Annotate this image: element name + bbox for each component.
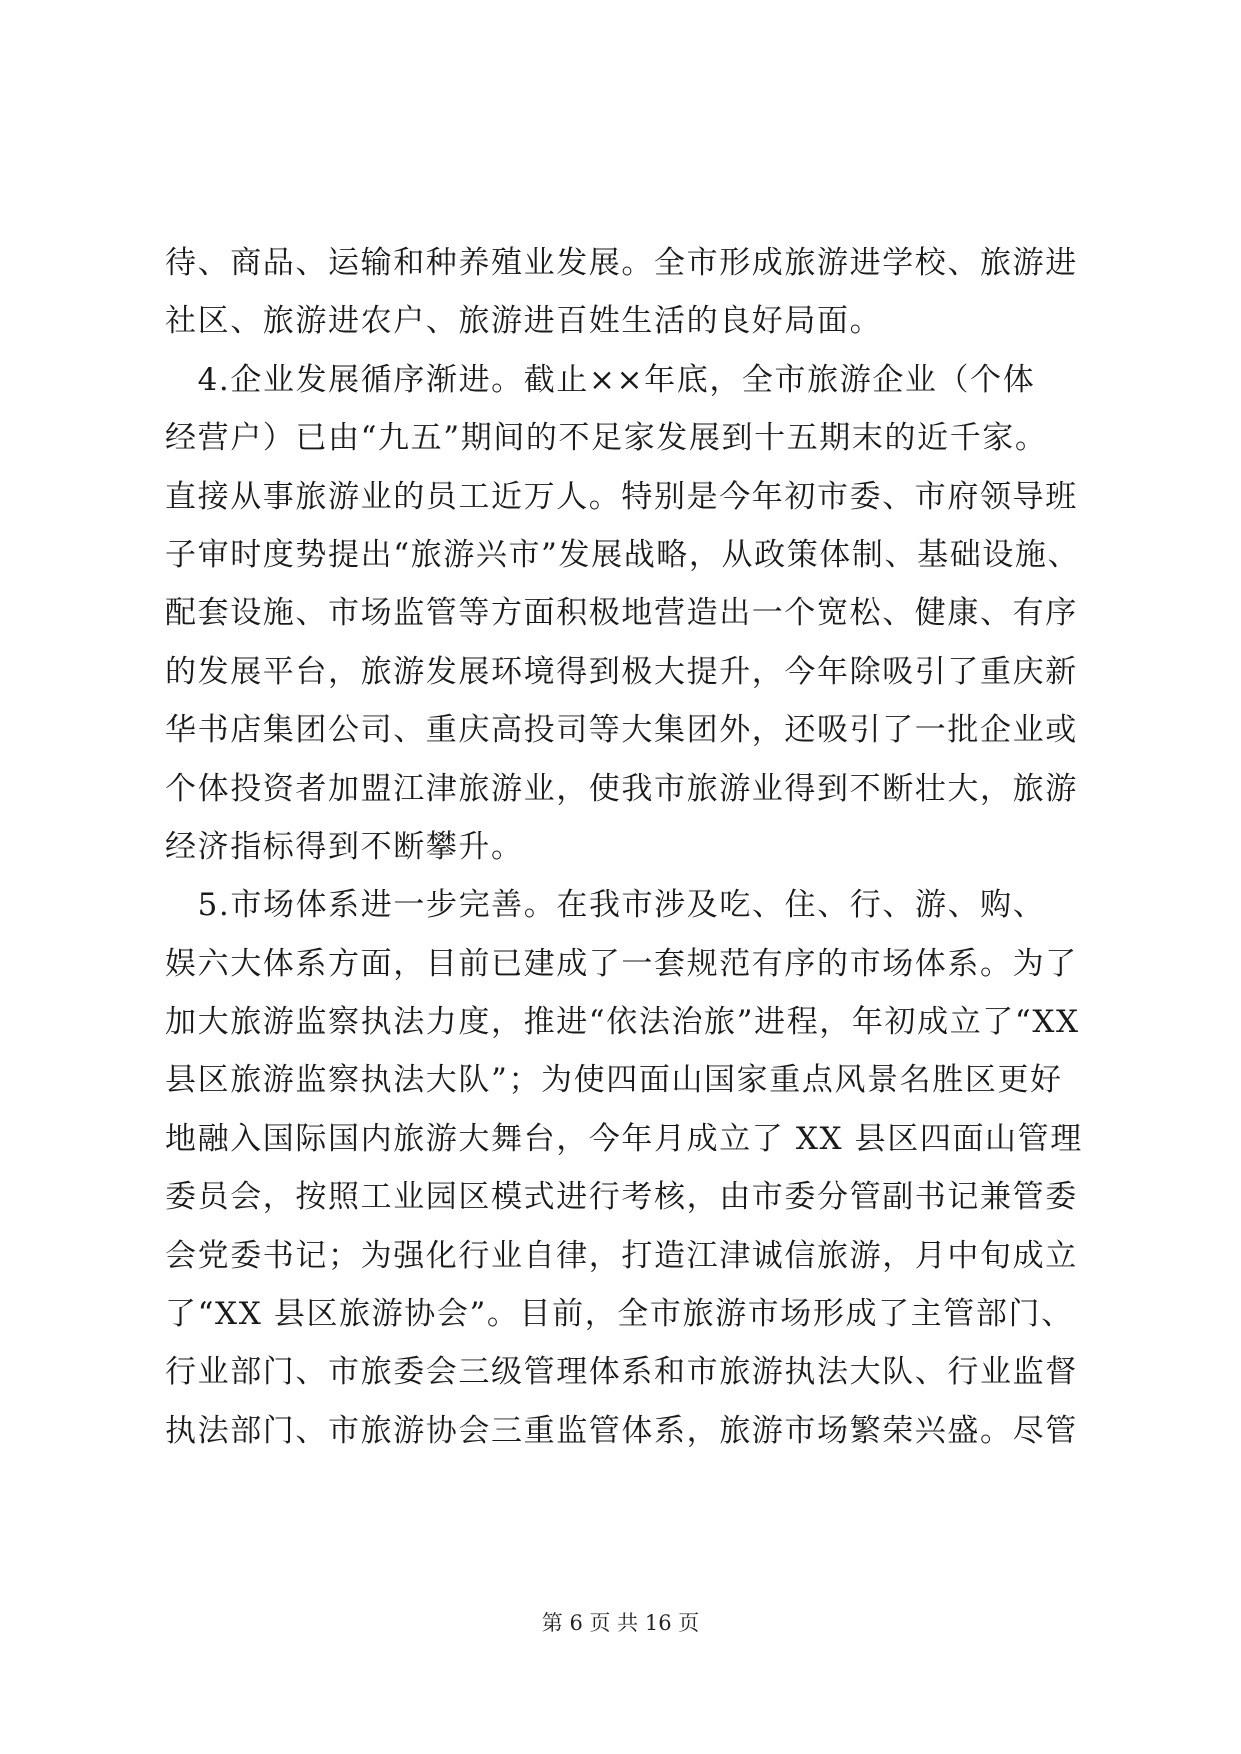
text-line: 行业部门、市旅委会三级管理体系和市旅游执法大队、行业监督: [165, 1354, 1078, 1391]
text-line: 娱六大体系方面，目前已建成了一套规范有序的市场体系。为了: [165, 945, 1078, 982]
text-line: 4.企业发展循序渐进。截止××年底，全市旅游企业（个体: [165, 361, 1036, 398]
text-line: 个体投资者加盟江津旅游业，使我市旅游业得到不断壮大，旅游: [165, 770, 1078, 807]
text-line: 经营户）已由“九五”期间的不足家发展到十五期末的近千家。: [165, 420, 1048, 457]
text-line: 的发展平台，旅游发展环境得到极大提升，今年除吸引了重庆新: [165, 653, 1078, 690]
text-line: 加大旅游监察执法力度，推进“依法治旅”进程，年初成立了“XX: [165, 1004, 1080, 1041]
text-line: 地融入国际国内旅游大舞台，今年月成立了 XX 县区四面山管理: [165, 1120, 1083, 1157]
text-line: 华书店集团公司、重庆高投司等大集团外，还吸引了一批企业或: [165, 712, 1078, 749]
text-line: 配套设施、市场监管等方面积极地营造出一个宽松、健康、有序: [165, 595, 1078, 632]
text-line: 县区旅游监察执法大队”；为使四面山国家重点风景名胜区更好: [165, 1062, 1063, 1099]
text-line: 5.市场体系进一步完善。在我市涉及吃、住、行、游、购、: [165, 887, 1046, 924]
text-line: 了“XX 县区旅游协会”。目前，全市旅游市场形成了主管部门、: [165, 1296, 1074, 1333]
text-line: 经济指标得到不断攀升。: [165, 828, 524, 865]
text-line: 委员会，按照工业园区模式进行考核，由市委分管副书记兼管委: [165, 1179, 1078, 1216]
text-line: 直接从事旅游业的员工近万人。特别是今年初市委、市府领导班: [165, 478, 1078, 515]
text-line: 执法部门、市旅游协会三重监管体系，旅游市场繁荣兴盛。尽管: [165, 1412, 1078, 1449]
text-line: 会党委书记；为强化行业自律，打造江津诚信旅游，月中旬成立: [165, 1237, 1078, 1274]
body-text: [165, 234, 1085, 1460]
text-line: 待、商品、运输和种养殖业发展。全市形成旅游进学校、旅游进: [165, 245, 1078, 281]
page-number-footer: 第 6 页 共 16 页: [541, 1611, 700, 1635]
text-line: 子审时度势提出“旅游兴市”发展战略，从政策体制、基础设施、: [165, 536, 1081, 573]
text-line: 社区、旅游进农户、旅游进百姓生活的良好局面。: [165, 303, 883, 340]
